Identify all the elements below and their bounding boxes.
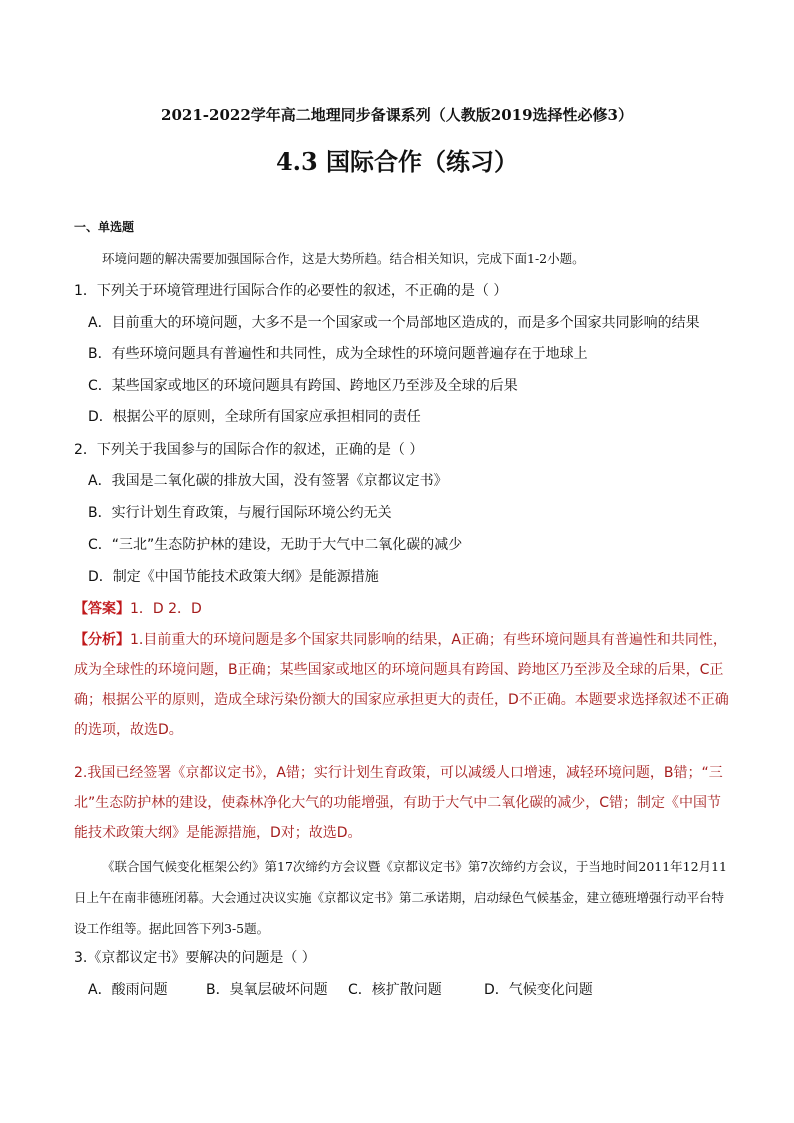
- analysis-label: 【分析】: [74, 632, 130, 648]
- answer-text: 1．D 2．D: [130, 601, 202, 617]
- question-3-options: [88, 980, 593, 1000]
- question-2-stem: 2．下列关于我国参与的国际合作的叙述，正确的是（ ）: [74, 442, 424, 458]
- analysis-text-1: 1.目前重大的环境问题是多个国家共同影响的结果，A正确；有些环境问题具有普遍性和共同性，成为全球性的环境问题，B正确；某些国家或地区的环境问题具有跨国、跨地区乃至涉及全球的后果，C正确；根据公平的原则，造成全球污染份额大的国家应承担更大的责任，D不正确。本题要求选择叙述不正确的选项，故选D。: [74, 632, 729, 738]
- question-3-option-b: B．臭氧层破坏问题: [206, 982, 328, 998]
- question-1-option-a: A．目前重大的环境问题，大多不是一个国家或一个局部地区造成的，而是多个国家共同影响的结果: [88, 315, 700, 331]
- answer-line: [74, 599, 202, 619]
- question-3-option-a: A．酸雨问题: [88, 982, 168, 998]
- question-1-option-c: C．某些国家或地区的环境问题具有跨国、跨地区乃至涉及全球的后果: [88, 378, 518, 394]
- question-2-option-d: D．制定《中国节能技术政策大纲》是能源措施: [88, 569, 379, 585]
- section-heading: 一、单选题: [74, 220, 135, 234]
- question-2-option-a: A．我国是二氧化碳的排放大国，没有签署《京都议定书》: [88, 473, 448, 489]
- question-3-option-d: D．气候变化问题: [484, 982, 593, 998]
- analysis-paragraph-1: [74, 625, 734, 745]
- reading-passage: 《联合国气候变化框架公约》第17次缔约方会议暨《京都议定书》第7次缔约方会议，于当地时间2011年12月11日上午在南非德班闭幕。大会通过决议实施《京都议定书》第二承诺期，启动绿色气候基金，建立德班增强行动平台特设工作组等。据此回答下列3-5题。: [74, 859, 727, 936]
- question-2-option-c: C．“三北”生态防护林的建设，无助于大气中二氧化碳的减少: [88, 537, 463, 553]
- question-3-option-c: C．核扩散问题: [348, 982, 442, 998]
- page-title: 4.3 国际合作（练习）: [275, 147, 519, 176]
- answer-label: 【答案】: [74, 601, 130, 617]
- analysis-paragraph-2: 2.我国已经签署《京都议定书》，A错；实行计划生育政策，可以减缓人口增速，减轻环境问题，B错；“三北”生态防护林的建设，使森林净化大气的功能增强，有助于大气中二氧化碳的减少，C错；制定《中国节能技术政策大纲》是能源措施，D对；故选D。: [74, 765, 723, 841]
- question-1-option-d: D．根据公平的原则，全球所有国家应承担相同的责任: [88, 409, 421, 425]
- question-1-stem: 1．下列关于环境管理进行国际合作的必要性的叙述，不正确的是（ ）: [74, 283, 508, 299]
- question-3-stem: 3.《京都议定书》要解决的问题是（ ）: [74, 950, 316, 966]
- series-heading: 2021-2022学年高二地理同步备课系列（人教版2019选择性必修3）: [161, 106, 633, 124]
- intro-passage: 环境问题的解决需要加强国际合作，这是大势所趋。结合相关知识，完成下面1-2小题。: [102, 251, 585, 266]
- question-1-option-b: B．有些环境问题具有普遍性和共同性，成为全球性的环境问题普遍存在于地球上: [88, 346, 588, 362]
- question-2-option-b: B．实行计划生育政策，与履行国际环境公约无关: [88, 505, 392, 521]
